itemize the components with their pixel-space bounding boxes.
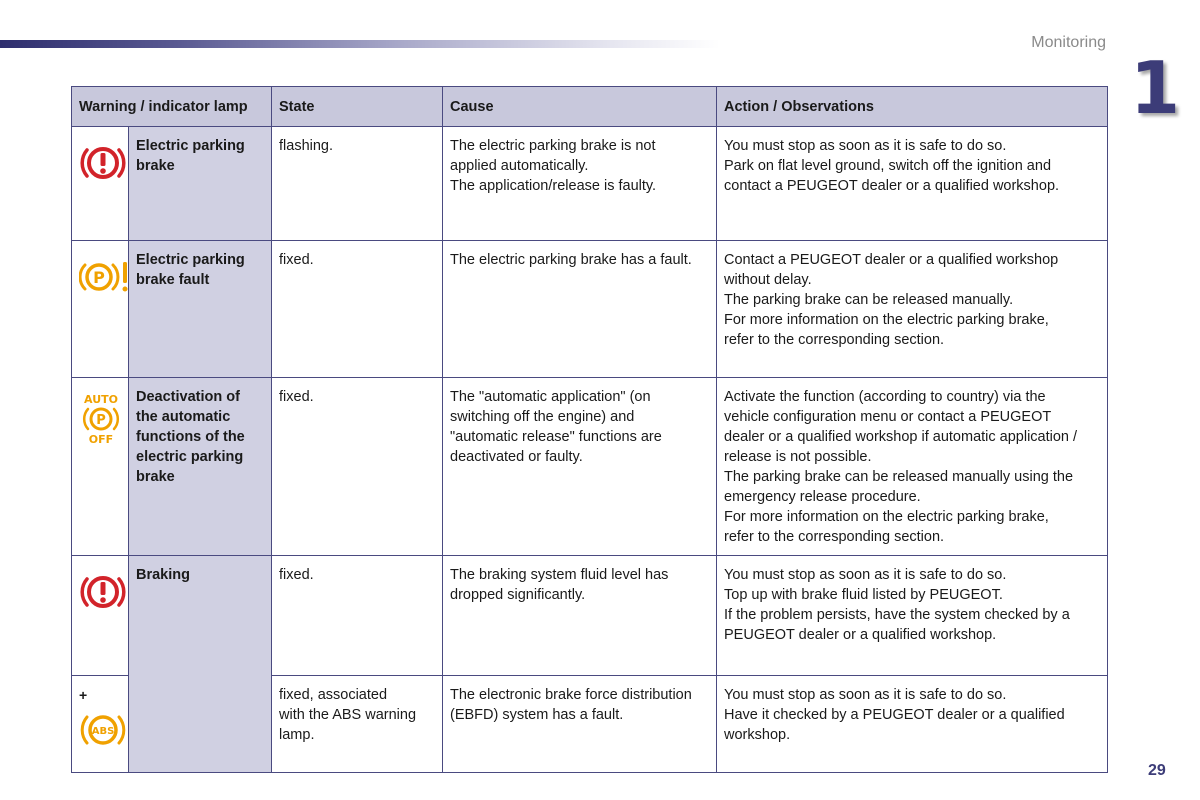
header-gradient-bar xyxy=(0,40,720,48)
action-cell: You must stop as soon as it is safe to do so. Park on flat level ground, switch off the ignition and contact a PEUGEOT dealer or a qualified workshop. xyxy=(717,127,1108,241)
action-cell: Activate the function (according to country) via the vehicle configuration menu or contact a PEUGEOT dealer or a qualified workshop if automatic application / release is not possible. The parking brake can be released manually using the emergency release procedure. For more information on the electric parking brake, refer to the corresponding section. xyxy=(717,378,1108,556)
lamp-name: Electric parking brake fault xyxy=(129,241,272,378)
state-cell: fixed, associated with the ABS warning lamp. xyxy=(272,676,443,773)
table-row xyxy=(72,378,1108,556)
table-row xyxy=(72,127,1108,241)
svg-text:P: P xyxy=(96,413,106,428)
action-cell: Contact a PEUGEOT dealer or a qualified workshop without delay. The parking brake can be released manually. For more information on the electric parking brake, refer to the corresponding section. xyxy=(717,241,1108,378)
page-number: 29 xyxy=(1148,762,1166,779)
brake-warning-red-icon xyxy=(79,144,127,182)
lamp-icon-cell xyxy=(72,556,129,676)
state-cell: flashing. xyxy=(272,127,443,241)
chapter-number: 1 xyxy=(1130,46,1181,130)
table-row xyxy=(72,241,1108,378)
svg-text:ABS: ABS xyxy=(91,726,115,737)
plus-sign: + xyxy=(79,687,88,703)
abs-amber-icon xyxy=(79,711,127,749)
parking-brake-fault-amber-icon xyxy=(79,258,131,296)
svg-text:OFF: OFF xyxy=(88,433,114,446)
warning-lamp-table xyxy=(71,86,1108,773)
svg-text:P: P xyxy=(93,268,105,287)
lamp-icon-cell xyxy=(72,378,129,556)
lamp-icon-cell xyxy=(72,127,129,241)
lamp-icon-cell xyxy=(72,241,129,378)
lamp-icon-cell xyxy=(72,676,129,773)
cause-cell: The electronic brake force distribution (EBFD) system has a fault. xyxy=(443,676,717,773)
section-title: Monitoring xyxy=(1031,34,1106,51)
action-cell: You must stop as soon as it is safe to do so. Top up with brake fluid listed by PEUGEOT. If the problem persists, have the system checked by a PEUGEOT dealer or a qualified workshop. xyxy=(717,556,1108,676)
state-cell: fixed. xyxy=(272,556,443,676)
brake-warning-red-icon xyxy=(79,573,127,611)
table-header-row xyxy=(72,87,1108,127)
lamp-name: Braking xyxy=(129,556,272,773)
column-header-lamp: Warning / indicator lamp xyxy=(72,87,272,127)
svg-text:AUTO: AUTO xyxy=(84,393,118,406)
lamp-name: Electric parking brake xyxy=(129,127,272,241)
column-header-action: Action / Observations xyxy=(717,87,1108,127)
column-header-state: State xyxy=(272,87,443,127)
state-cell: fixed. xyxy=(272,241,443,378)
cause-cell: The "automatic application" (on switching off the engine) and "automatic release" functions are deactivated or faulty. xyxy=(443,378,717,556)
cause-cell: The electric parking brake has a fault. xyxy=(443,241,717,378)
cause-cell: The electric parking brake is not applied automatically. The application/release is faulty. xyxy=(443,127,717,241)
action-cell: You must stop as soon as it is safe to do so. Have it checked by a PEUGEOT dealer or a qualified workshop. xyxy=(717,676,1108,773)
table-row xyxy=(72,556,1108,676)
auto-parking-off-amber-icon xyxy=(79,391,123,447)
column-header-cause: Cause xyxy=(443,87,717,127)
lamp-name: Deactivation of the automatic functions of the electric parking brake xyxy=(129,378,272,556)
state-cell: fixed. xyxy=(272,378,443,556)
cause-cell: The braking system fluid level has dropped significantly. xyxy=(443,556,717,676)
